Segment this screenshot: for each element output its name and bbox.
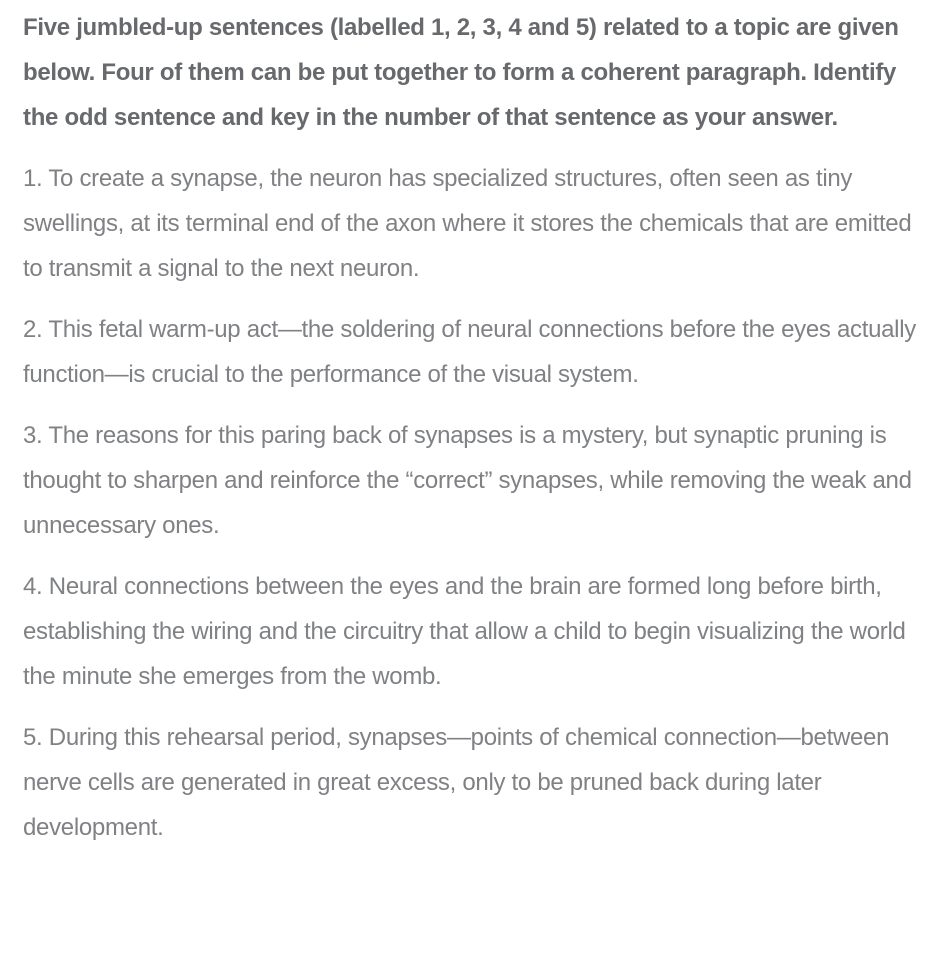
sentence-3-number: 3. bbox=[23, 422, 43, 449]
sentence-1-text: To create a synapse, the neuron has specialized structures, often seen as tiny swellings, at its terminal end of the axon where it stores the chemicals that are emitted to transmit a signal to the next neuron. bbox=[23, 165, 912, 282]
sentence-2 bbox=[23, 307, 933, 397]
sentence-5-text: During this rehearsal period, synapses—points of chemical connection—between nerve cells are generated in great excess, only to be pruned back during later development. bbox=[23, 724, 890, 841]
sentence-4 bbox=[23, 564, 933, 699]
sentence-3-text: The reasons for this paring back of synapses is a mystery, but synaptic pruning is thought to sharpen and reinforce the “correct” synapses, while removing the weak and unnecessary ones. bbox=[23, 422, 912, 539]
sentence-3 bbox=[23, 413, 933, 548]
sentence-2-text: This fetal warm-up act—the soldering of neural connections before the eyes actually function—is crucial to the performance of the visual system. bbox=[23, 316, 916, 388]
sentence-2-number: 2. bbox=[23, 316, 43, 343]
sentence-1 bbox=[23, 156, 933, 291]
sentence-5 bbox=[23, 715, 933, 850]
sentence-1-number: 1. bbox=[23, 165, 43, 192]
question-instruction: Five jumbled-up sentences (labelled 1, 2, 3, 4 and 5) related to a topic are given below. Four of them can be put together to form a coherent paragraph. Identify the odd sentence and key in the number of that sentence as your answer. bbox=[23, 14, 899, 131]
sentence-5-number: 5. bbox=[23, 724, 43, 751]
sentence-4-text: Neural connections between the eyes and the brain are formed long before birth, establishing the wiring and the circuitry that allow a child to begin visualizing the world the minute she emerges from the womb. bbox=[23, 573, 906, 690]
sentence-4-number: 4. bbox=[23, 573, 43, 600]
